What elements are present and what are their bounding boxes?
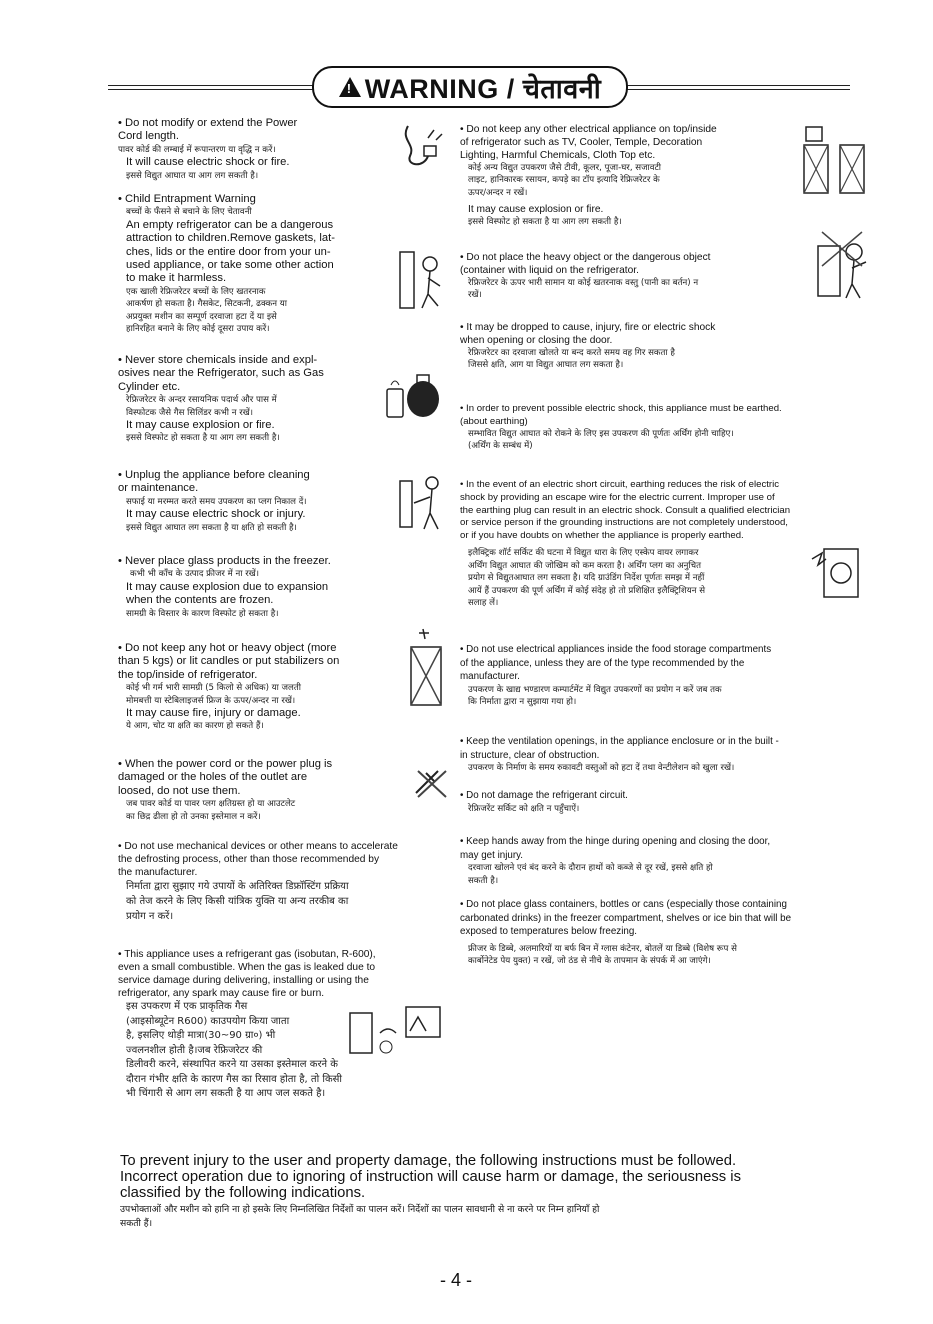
item-hi-2: सामग्री के विस्तार के कारण विस्फोट हो सकता है। <box>126 608 279 619</box>
item-en: • This appliance uses a refrigerant gas (isobutan, R-600), even a small combustible. When the gas is leaked due to service damage during delivering, installing or using the refrigerator, any spark may cause fire or burn. <box>118 949 376 999</box>
item-en: • Do not damage the refrigerant circuit. <box>460 790 628 801</box>
item-hi-2: ये आग, चोट या क्षति का कारण हो सकते हैं। <box>126 721 264 732</box>
item-hi: कभी भी काँच के उत्पाद फ्रीजर में ना रखें। <box>130 569 259 580</box>
damaged-plug-illustration <box>412 763 452 803</box>
left-item-unplug <box>118 469 398 534</box>
unplug-illustration <box>398 473 448 533</box>
right-item-heavy-object <box>460 251 800 302</box>
gas-cylinder-illustration <box>383 367 445 423</box>
left-item-damaged-cord <box>118 758 398 823</box>
heavy-object-illustration <box>812 226 872 300</box>
item-hi: निर्माता द्वारा सुझाए गये उपायों के अतिरिक्त डिफ्रॉस्टिंग प्रक्रिया को तेज करने के लिए किसी यांत्रिक युक्ति या अन्य तरकीब का प्रयोग न करें। <box>126 881 349 922</box>
footer-instructions-en: To prevent injury to the user and property damage, the following instructions must be followed. Incorrect operation due to ignoring of instruction will cause harm or damage, the seriousness is classified by the following indications. <box>120 1153 741 1201</box>
item-en-2: It may cause explosion due to expansion when the contents are frozen. <box>126 580 329 607</box>
item-hi: पावर कोर्ड की लम्बाई में रूपान्तरण या वृद्धि न करें। <box>118 144 276 155</box>
item-en: • Keep the ventilation openings, in the appliance enclosure or in the built - in structure, clear of obstruction. <box>460 736 779 761</box>
item-hi: जब पावर कोर्ड या पावर प्लग क्षतिग्रस्त हो या आउटलेट का छिद्र ढीला हो तो उनका इस्तेमाल न करें। <box>126 799 296 822</box>
footer-instructions-hi: उपभोक्ताओं और मशीन को हानि ना हो इसके लिए निम्नलिखित निर्देशों का पालन करें। निर्देशों का पालन सावधानी से ना करने पर निम्न हानियाँ हो सकती हैं। <box>120 1204 600 1229</box>
item-hi-2: इससे विस्फोट हो सकता है या आग लग सकती है। <box>126 433 280 444</box>
item-en: • When the power cord or the power plug is damaged or the holes of the outlet are loosed, do not use them. <box>118 758 333 797</box>
right-item-food-compartment <box>460 643 850 709</box>
item-en: • Child Entrapment Warning <box>118 193 256 205</box>
crossed-fridge-illustration <box>405 627 447 707</box>
appliance-on-fridge-illustration <box>800 123 870 197</box>
item-en: • Do not use mechanical devices or other means to accelerate the defrosting process, other than those recommended by the manufacturer. <box>118 841 398 878</box>
item-hi: रेफ्रिजरेटर के ऊपर भारी सामान या कोई खतरनाक वस्तु (पानी का बर्तन) न रखें। <box>468 278 699 301</box>
item-hi-2: इससे विद्युत आघात या आग लग सकती है। <box>126 170 259 181</box>
refrigerant-gas-illustration <box>346 1003 444 1057</box>
right-item-other-appliances <box>460 123 780 229</box>
left-item-hot-heavy <box>118 642 398 733</box>
item-hi: फ्रीजर के डिब्बे, अलमारियों या बर्फ बिन में ग्लास कंटेनर, बोतलें या डिब्बे (विशेष रूप से कार्बोनेटेड पेय युक्त) न रखें, जो ठंड से नीचे के तापमान के संपर्क में आ जाएंगे। <box>468 943 737 967</box>
item-hi: दरवाजा खोलने एवं बंद करने के दौरान हाथों को कब्जे से दूर रखें, इससे क्षति हो सकती है। <box>468 863 713 886</box>
item-hi: सम्भावित विद्युत आघात को रोकने के लिए इस उपकरण की पूर्णतः अर्थिंग होनी चाहिए। (अर्थिंग के सम्बंध में) <box>468 429 734 452</box>
right-item-refrigerant-circuit <box>460 789 850 815</box>
item-en: • Do not place glass containers, bottles or cans (especially those containing carbonated drinks) in the freezer compartment, shelves or ice bin that will be exposed to temperatures below freezing. <box>460 899 792 938</box>
warning-triangle-icon <box>339 77 361 97</box>
left-item-defrost <box>118 840 458 924</box>
header-rule-left-2 <box>108 89 320 90</box>
item-en: • Do not place the heavy object or the dangerous object (container with liquid on the refrigerator. <box>460 252 711 276</box>
right-item-glass-containers <box>460 898 885 968</box>
item-en: • Keep hands away from the hinge during opening and closing the door, may get injury. <box>460 836 771 861</box>
item-en: • Do not modify or extend the Power Cord length. <box>118 117 298 143</box>
item-hi: इलैक्ट्रिक शॉर्ट सर्किट की घटना में विद्युत धारा के लिए एस्केप वायर लगाकर अर्थिंग विद्युत आघात की जोखिम को कम करता है। अर्थिंग प्लग का अनुचित प्रयोग से विद्युतआघात लग सकता है। यदि ग्राउंडिंग निर्देश पूर्णतः समझ में नहीं आयें हैं उपकरण की पूर्ण अर्थिंग में कोई संदेह हो तो प्रशिक्षित इलैक्ट्रिशियन से सलाह लें। <box>468 547 706 609</box>
left-item-glass-freezer <box>118 555 398 620</box>
warning-title-text: WARNING / चेतावनी <box>364 73 602 104</box>
item-hi: उपकरण के निर्माण के समय रुकावटी वस्तुओं को हटा दें तथा वेन्टीलेशन को खुला रखें। <box>468 763 735 774</box>
page-number: - 4 - <box>440 1270 473 1290</box>
item-en-2: It may cause explosion or fire. <box>468 204 604 216</box>
item-hi: रेफ्रिजरेंट सर्किट को क्षति न पहुँचाऐं। <box>468 803 580 814</box>
right-item-dropped <box>460 321 810 372</box>
item-hi: कोई भी गर्म भारी सामग्री (5 किलो से अधिक) या जलती मोमबत्ती या स्टेबिलाइजर्स फ्रिज के ऊपर/अन्दर ना रखें। <box>126 683 301 706</box>
item-hi: कोई अन्य विद्युत उपकरण जैसे टीवी, कूलर, पूजा-घर, सजावटी लाइट, हानिकारक रसायन, कपड़े का टॉप इत्यादि रेफ्रिजरेटर के ऊपर/अन्दर न रखें। <box>468 163 662 198</box>
item-en: • Do not keep any hot or heavy object (more than 5 kgs) or lit candles or put stabilizers on the top/inside of refrigerator. <box>118 642 340 681</box>
item-hi: रेफ्रिजरेटर के अन्दर रसायनिक पदार्थ और पास में विस्फोटक जैसे गैस सिलिंडर कभी न रखें। <box>126 395 277 418</box>
warning-title <box>312 66 628 108</box>
header-rule-left <box>108 85 320 86</box>
item-en-2: It may cause electric shock or injury. <box>126 508 306 521</box>
item-en: • In order to prevent possible electric shock, this appliance must be earthed. (about earthing) <box>460 403 782 427</box>
item-en: • Never store chemicals inside and expl- osives near the Refrigerator, such as Gas Cylinder etc. <box>118 354 324 393</box>
header-rule-right-2 <box>622 89 850 90</box>
child-fridge-illustration <box>398 246 448 316</box>
item-hi-2: इससे विद्युत आघात लग सकता है या क्षति हो सकती है। <box>126 522 297 533</box>
item-en-2: An empty refrigerator can be a dangerous attraction to children.Remove gaskets, lat- ches, lids or the entire door from your un- used appliance, or take some other action to make it harmless. <box>126 218 335 285</box>
header-rule-right <box>622 85 850 86</box>
item-en-2: It will cause electric shock or fire. <box>126 156 290 169</box>
left-item-chemicals <box>118 354 393 445</box>
item-hi-2: एक खाली रेफ्रिजरेटर बच्चों के लिए खतरनाक आकर्षण हो सकता है। गैसकेट, सिटकनी, ढक्कन या अप्रयुक्त मशीन का सम्पूर्ण दरवाजा हटा दें या इसे हानिरहित बनाने के लिए कोई दूसरा उपाय करें। <box>126 286 287 335</box>
item-hi-2: इससे विस्फोट हो सकता है या आग लग सकती है। <box>468 217 622 228</box>
item-en: • Do not keep any other electrical appliance on top/inside of refrigerator such as TV, Cooler, Temple, Decoration Lighting, Harmful Chemicals, Cloth Top etc. <box>460 124 717 161</box>
right-item-short-circuit <box>460 479 855 610</box>
item-en: • Never place glass products in the freezer. <box>118 555 331 567</box>
item-hi: उपकरण के खाद्य भण्डारण कम्पार्टमेंट में विद्युत उपकरणों का प्रयोग न करें जब तक कि निर्माता द्वारा न सुझाया गया हो। <box>468 684 722 708</box>
power-cord-illustration <box>398 120 448 172</box>
item-en-2: It may cause explosion or fire. <box>126 419 275 432</box>
item-en: • It may be dropped to cause, injury, fire or electric shock when opening or closing the door. <box>460 322 716 346</box>
item-en: • In the event of an electric short circuit, earthing reduces the risk of electric shock by providing an escape wire for the electric current. Improper use of the earthing plug can result in an electric shock. Consult a qualified electrician or service person if the grounding instructions are not completely understood, or if you have doubts on whether the appliance is properly earthed. <box>460 479 791 542</box>
earthing-illustration <box>810 539 864 601</box>
right-item-earthed <box>460 402 850 453</box>
item-hi: रेफ्रिजरेटर का दरवाजा खोलते या बन्द करते समय वह गिर सकता है जिससे क्षति, आग या विद्युत आघात लग सकता है। <box>468 348 675 371</box>
item-en: • Unplug the appliance before cleaning or maintenance. <box>118 469 310 495</box>
item-hi: सफाई या मरम्मत करते समय उपकरण का प्लग निकाल दें। <box>126 496 307 507</box>
right-item-ventilation <box>460 735 860 775</box>
item-hi: बच्चों के फँसने से बचाने के लिए चेतावनी <box>126 207 252 218</box>
left-item-power-cord <box>118 117 388 182</box>
item-en-2: It may cause fire, injury or damage. <box>126 707 301 720</box>
item-en: • Do not use electrical appliances inside the food storage compartments of the appliance, unless they are of the type recommended by the manufacturer. <box>460 644 772 683</box>
right-item-hinge <box>460 835 860 887</box>
left-item-child-entrapment <box>118 193 393 335</box>
item-hi: इस उपकरण में एक प्राकृतिक गैस (आइसोब्यूटेन R600) काउपयोग किया जाता है, इसलिए थोड़ी मात्रा(30~90 ग्रा०) भी ज्वलनशील होती है।जब रेफ्रिजरेटर की डिलीवरी करने, संस्थापित करने या उसका इस्तेमाल करने के दौरान गंभीर क्षति के कारण गैस का रिसाव होता है, तो किसी भी चिंगारी से आग लग सकती है या आप जल सकते है। <box>126 1001 343 1099</box>
